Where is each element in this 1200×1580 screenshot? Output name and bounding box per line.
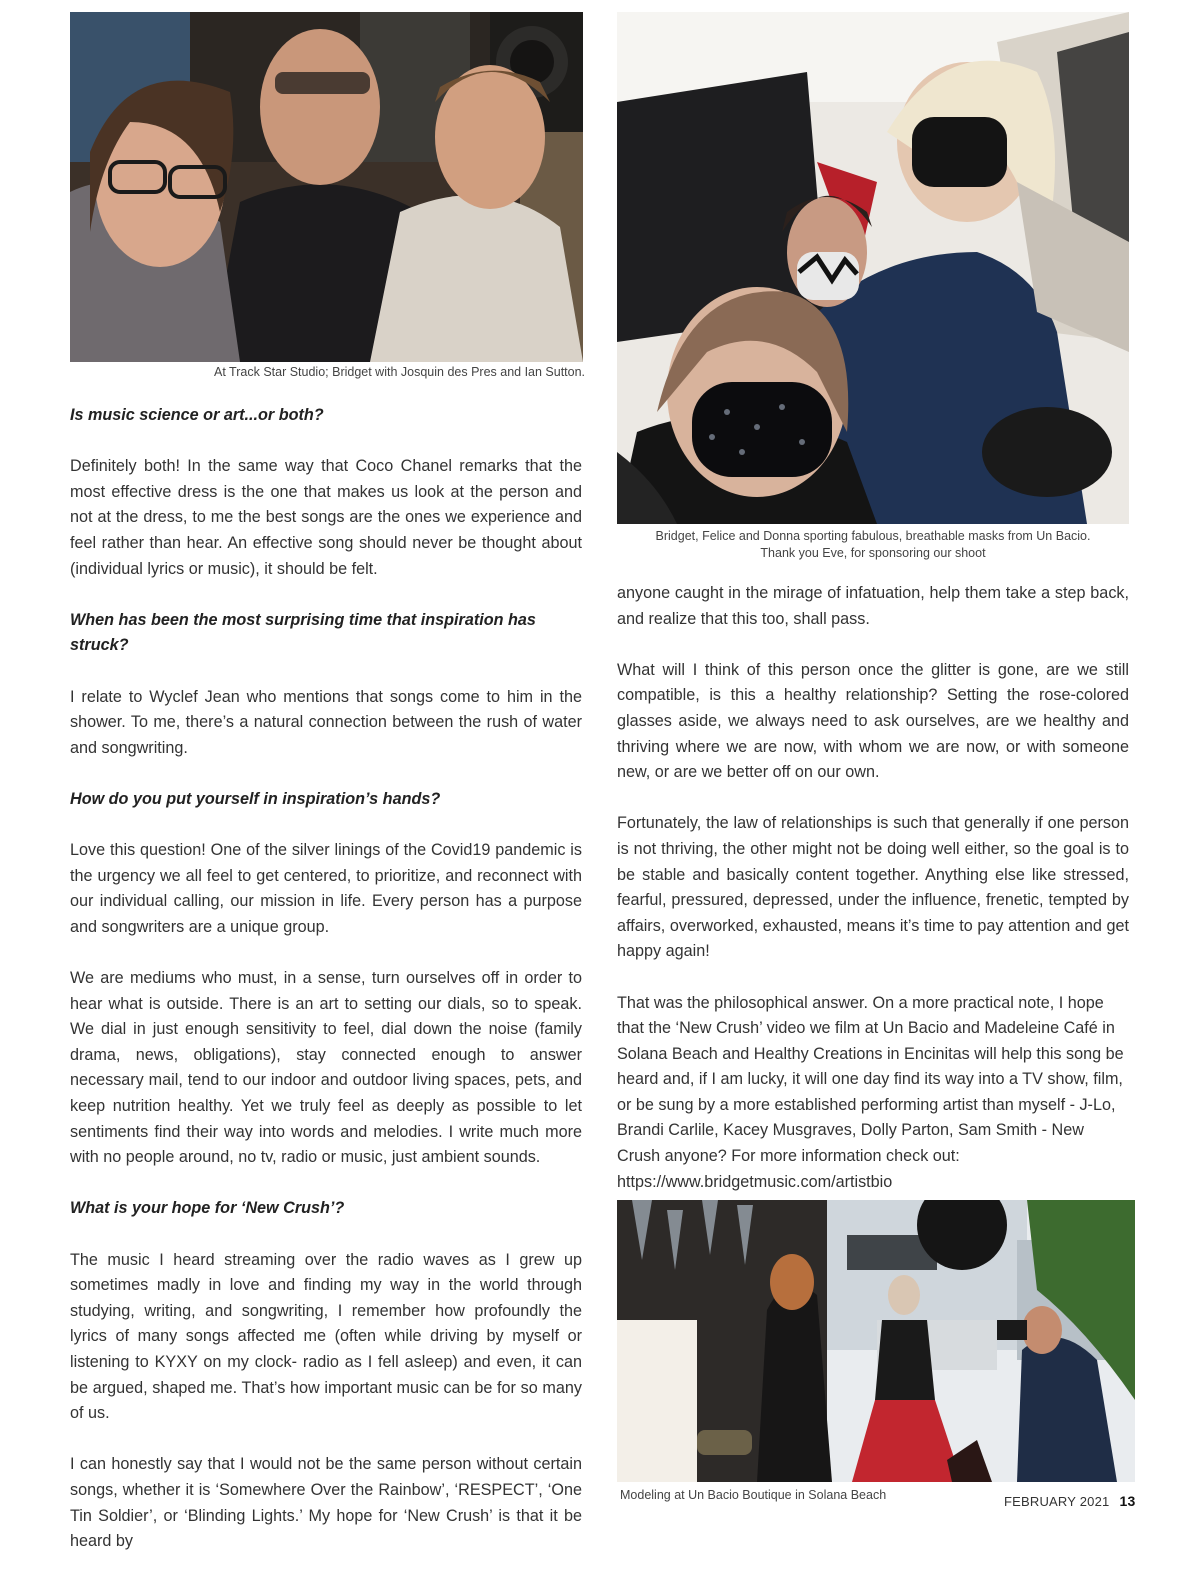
issue-date: FEBRUARY 2021 <box>1004 1494 1110 1509</box>
answer-new-crush-hope-continued: I can honestly say that I would not be the same person without certain songs, whether it is ‘Somewhere Over the Rainbow’, ‘RESPECT’, ‘One Tin Soldier’, or ‘Blinding Lights.’ My hope for ‘New Crush’ is that it be heard by <box>70 1455 582 1551</box>
page-footer <box>1004 1493 1135 1509</box>
question-science-or-art: Is music science or art...or both? <box>70 406 324 424</box>
right-paragraph-3: Fortunately, the law of relationships is such that generally if one person is not thriving, the other might not be doing well either, so the goal is to be stable and basically content together. Anything else like stressed, fearful, pressured, depressed, under the influence, frenetic, tempted by affairs, overworked, exhausted, means it’s time to pay attention and get happy again! <box>617 814 1129 961</box>
studio-photo-art <box>70 12 583 362</box>
question-surprising-inspiration: When has been the most surprising time that inspiration has struck? <box>70 610 536 655</box>
answer-inspirations-hands-continued: We are mediums who must, in a sense, turn ourselves off in order to hear what is outside. There is an art to setting our dials, so to speak. We dial in just enough sensitivity to feel, dial down the noise (family drama, news, obligations), stay connected enough to answer necessary mail, tend to our indoor and outdoor living spaces, pets, and keep nutrition healthy. Yet we truly feel as deeply as possible to let sentiments find their way into words and melodies. I write much more with no people around, no tv, radio or music, just ambient sounds. <box>70 969 582 1167</box>
answer-science-or-art: Definitely both! In the same way that Coco Chanel remarks that the most effective dress is the one that makes us look at the person and not at the dress, to me the best songs are the ones we experience and feel rather than hear. An effective song should never be thought about (individual lyrics or music), it should be felt. <box>70 457 582 578</box>
page-number: 13 <box>1119 1493 1136 1509</box>
right-paragraph-2: What will I think of this person once the glitter is gone, are we still compatible, is this a healthy relationship? Setting the rose-colored glasses aside, we always need to ask ourselves, are we healthy and thriving where we are now, with whom we are now, or with someone new, or are we better off on our own. <box>617 660 1129 782</box>
answer-surprising-inspiration: I relate to Wyclef Jean who mentions that songs come to him in the shower. To me, there’s a natural connection between the rush of water and songwriting. <box>70 687 582 757</box>
answer-new-crush-hope: The music I heard streaming over the radio waves as I grew up sometimes madly in love and finding my way in the world through studying, writing, and songwriting, I remember how profoundly the lyrics of many songs affected me (often while driving by myself or listening to KYXY on my clock- radio as I fell asleep) and even, it can be argued, shaped me. That’s how important music can be for so many of us. <box>70 1250 582 1423</box>
right-column <box>617 581 1129 1221</box>
masks-photo-caption <box>617 528 1129 562</box>
question-new-crush-hope: What is your hope for ‘New Crush’? <box>70 1199 345 1218</box>
boutique-photo <box>617 1200 1135 1482</box>
masks-photo-art <box>617 12 1129 524</box>
masks-caption-line1: Bridget, Felice and Donna sporting fabulous, breathable masks from Un Bacio. <box>655 529 1091 543</box>
answer-inspirations-hands: Love this question! One of the silver linings of the Covid19 pandemic is the urgency we all feel to get centered, to prioritize, and reconnect with our individual calling, our mission in life. Every person has a purpose and songwriters are a unique group. <box>70 841 582 936</box>
left-column <box>70 403 582 1580</box>
masks-caption-line2: Thank you Eve, for sponsoring our shoot <box>760 546 986 560</box>
studio-photo-caption: At Track Star Studio; Bridget with Josquin des Pres and Ian Sutton. <box>214 365 586 379</box>
boutique-photo-caption: Modeling at Un Bacio Boutique in Solana Beach <box>620 1488 887 1502</box>
studio-photo <box>70 12 583 362</box>
right-paragraph-4: That was the philosophical answer. On a more practical note, I hope that the ‘New Crush’ video we film at Un Bacio and Madeleine Café in Solana Beach and Healthy Creations in Encinitas will help this song be heard and, if I am lucky, it will one day find its way into a TV show, film, or be sung by a more established performing artist than myself - J-Lo, Brandi Carlile, Kacey Musgraves, Dolly Parton, Sam Smith - New Crush anyone? For more information check out: https://www.bridgetmusic.com/artistbio <box>617 993 1124 1191</box>
right-paragraph-1: anyone caught in the mirage of infatuation, help them take a step back, and realize that this too, shall pass. <box>617 584 1129 628</box>
question-inspirations-hands: How do you put yourself in inspiration’s hands? <box>70 789 441 808</box>
masks-photo <box>617 12 1129 524</box>
boutique-photo-art <box>617 1200 1135 1482</box>
